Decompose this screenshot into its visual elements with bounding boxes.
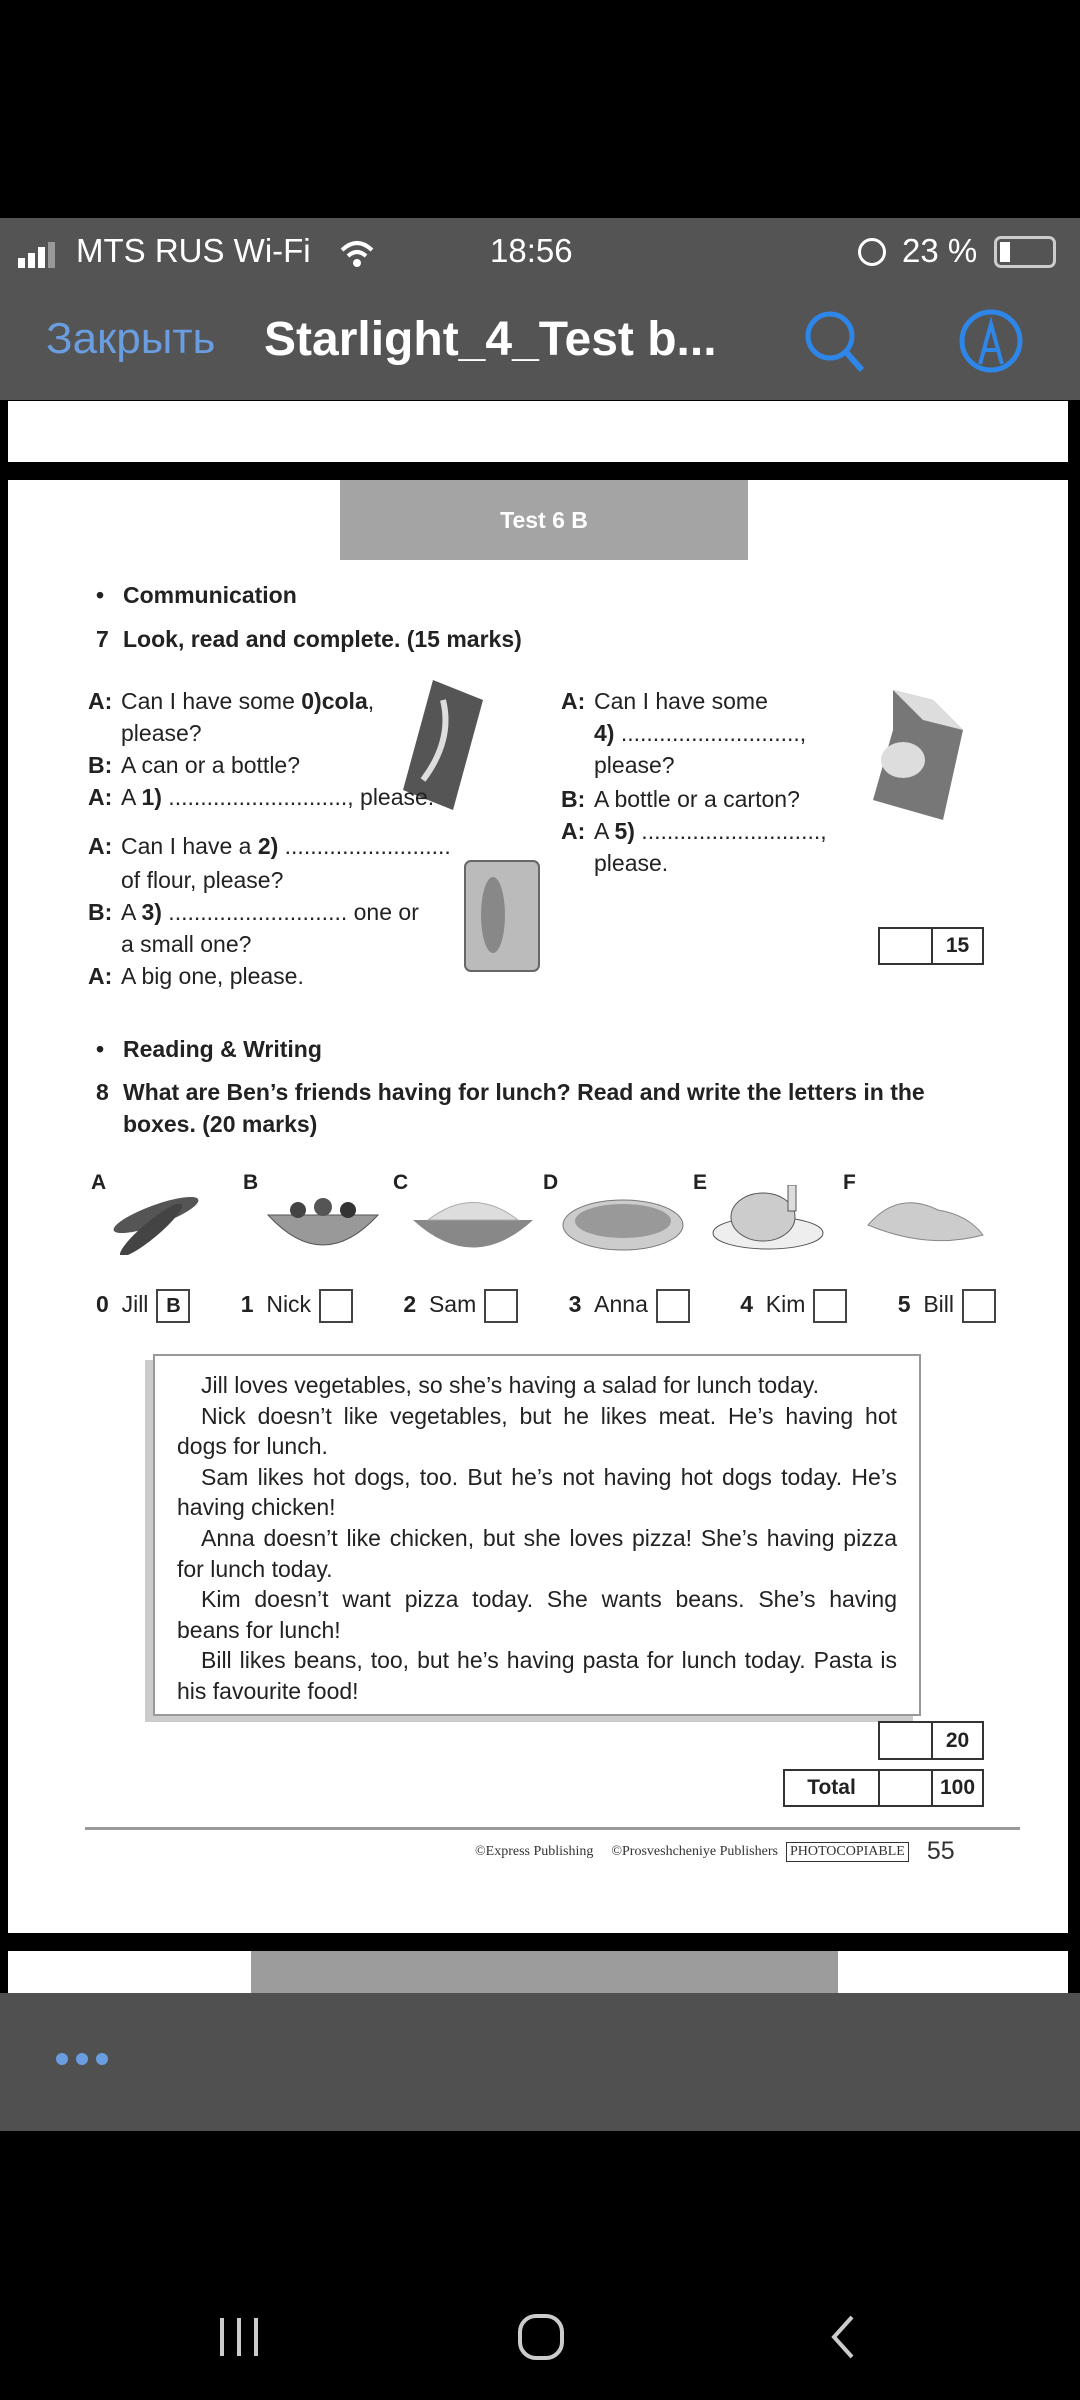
food-image bbox=[708, 1185, 838, 1260]
total-max: 100 bbox=[939, 1776, 976, 1799]
friend-name: Bill bbox=[923, 1291, 954, 1318]
blank[interactable]: ............................, bbox=[634, 818, 827, 844]
blank-number: 2) bbox=[257, 833, 279, 859]
answer-item bbox=[740, 1289, 847, 1323]
answer-box[interactable] bbox=[656, 1289, 690, 1323]
text: please? bbox=[594, 752, 675, 778]
answer-box[interactable] bbox=[813, 1289, 847, 1323]
answer-box[interactable] bbox=[962, 1289, 996, 1323]
dialog-line bbox=[88, 720, 202, 747]
section-bullet: • bbox=[96, 1036, 105, 1062]
speaker: B: bbox=[88, 899, 113, 925]
score-max: 15 bbox=[945, 934, 970, 957]
speaker: A: bbox=[88, 963, 113, 989]
dialog-line bbox=[561, 688, 768, 715]
text: a small one? bbox=[121, 931, 252, 957]
item-number: 3 bbox=[568, 1291, 582, 1318]
speaker: A: bbox=[88, 833, 113, 859]
blank[interactable]: ............................ bbox=[161, 784, 348, 810]
footer-publisher-2: ©Prosveshcheniye Publishers bbox=[611, 1843, 778, 1859]
text: , please. bbox=[347, 784, 435, 810]
text: one or bbox=[347, 899, 419, 925]
dialog-line bbox=[88, 867, 283, 894]
food-image bbox=[408, 1185, 538, 1260]
task8-instruction-2: boxes. (20 marks) bbox=[123, 1111, 318, 1137]
text: A can or a bottle? bbox=[121, 752, 301, 778]
flour-bag-image bbox=[463, 855, 543, 980]
friend-name: Sam bbox=[428, 1291, 477, 1318]
reading-paragraph: Jill loves vegetables, so she’s having a salad for lunch today. bbox=[201, 1372, 819, 1398]
score-input[interactable] bbox=[880, 1723, 933, 1758]
picture-label: B bbox=[243, 1171, 259, 1194]
text: Can I have some bbox=[594, 688, 768, 714]
test-title: Test 6 B bbox=[340, 480, 748, 560]
score-max: 20 bbox=[945, 1729, 970, 1752]
blank[interactable]: ............................, bbox=[614, 720, 807, 746]
recent-apps-icon[interactable] bbox=[218, 2316, 262, 2363]
blank-number: 3) bbox=[141, 899, 162, 925]
friend-name: Nick bbox=[266, 1291, 312, 1318]
section-communication: Communication bbox=[123, 582, 297, 608]
picture-label: F bbox=[843, 1171, 856, 1194]
dialog-line bbox=[88, 899, 419, 926]
example-answer: cola bbox=[321, 688, 368, 714]
answer-item bbox=[898, 1289, 996, 1323]
answer-item bbox=[96, 1289, 190, 1323]
blank-number: 1) bbox=[141, 784, 162, 810]
blank[interactable]: .......................... bbox=[278, 833, 451, 859]
picture-label: A bbox=[91, 1171, 107, 1194]
dialog-line bbox=[88, 931, 251, 958]
food-image bbox=[858, 1185, 988, 1260]
item-number: 0 bbox=[96, 1291, 109, 1318]
total-box bbox=[783, 1769, 984, 1807]
friend-name: Jill bbox=[121, 1291, 149, 1318]
picture-label: C bbox=[393, 1171, 409, 1194]
footer-publisher-1: ©Express Publishing bbox=[475, 1843, 594, 1859]
item-number: 4 bbox=[740, 1291, 754, 1318]
close-button[interactable]: Закрыть bbox=[46, 314, 216, 363]
previous-page-edge bbox=[8, 401, 1068, 462]
text: Can I have some bbox=[121, 688, 302, 714]
text: A big one, please. bbox=[121, 963, 304, 989]
reading-text-box bbox=[153, 1354, 921, 1716]
food-image bbox=[106, 1185, 236, 1260]
reading-paragraph: Bill likes beans, too, but he’s having pasta for lunch today. Pasta is his favourite food! bbox=[177, 1647, 897, 1704]
friend-name: Anna bbox=[594, 1291, 648, 1318]
score-input[interactable] bbox=[880, 929, 933, 963]
text: , bbox=[367, 688, 375, 714]
back-icon[interactable] bbox=[828, 2314, 858, 2365]
dialog-line bbox=[561, 818, 827, 845]
clock: 18:56 bbox=[490, 232, 573, 269]
task8-number: 8 bbox=[96, 1079, 109, 1105]
item-number: 1 bbox=[240, 1291, 254, 1318]
score-box-task8 bbox=[878, 1721, 984, 1760]
text: A bbox=[121, 784, 142, 810]
total-label: Total bbox=[785, 1771, 880, 1805]
blank[interactable]: ............................ bbox=[161, 899, 348, 925]
home-icon[interactable] bbox=[518, 2314, 564, 2360]
dialog-line bbox=[88, 784, 434, 811]
dialog-line bbox=[561, 850, 668, 877]
score-box-task7 bbox=[878, 927, 984, 965]
page-number: 55 bbox=[926, 1837, 955, 1865]
answer-box[interactable] bbox=[484, 1289, 518, 1323]
task8-instruction-1: What are Ben’s friends having for lunch? Read and write the letters in the bbox=[123, 1079, 925, 1105]
blank-number: 4) bbox=[594, 720, 615, 746]
footer-divider bbox=[85, 1827, 1020, 1830]
search-icon[interactable] bbox=[800, 306, 870, 381]
dialog-line bbox=[88, 688, 374, 715]
answer-item bbox=[569, 1289, 690, 1323]
reading-paragraph: Nick doesn’t like vegetables, but he likes meat. He’s having hot dogs for lunch. bbox=[177, 1402, 897, 1460]
top-bar bbox=[0, 218, 1080, 400]
speaker: B: bbox=[561, 786, 586, 812]
dialog-line bbox=[88, 833, 451, 860]
answer-box[interactable]: B bbox=[156, 1289, 190, 1323]
task7-instruction: Look, read and complete. (15 marks) bbox=[123, 626, 522, 652]
carrier-label: MTS RUS Wi-Fi bbox=[76, 232, 311, 269]
reading-paragraph: Sam likes hot dogs, too. But he’s not having hot dogs today. He’s having chicken! bbox=[177, 1463, 897, 1521]
answer-item bbox=[241, 1289, 353, 1323]
footer bbox=[475, 1837, 955, 1866]
text: A bbox=[121, 899, 142, 925]
food-image bbox=[258, 1185, 388, 1260]
photocopiable-badge: PHOTOCOPIABLE bbox=[786, 1842, 909, 1862]
speaker: A: bbox=[561, 818, 586, 844]
dialog-line bbox=[88, 963, 304, 990]
battery-icon bbox=[994, 236, 1056, 268]
reading-paragraph: Kim doesn’t want pizza today. She wants beans. She’s having beans for lunch! bbox=[177, 1586, 897, 1643]
item-number: 2 bbox=[403, 1291, 417, 1318]
answer-item bbox=[403, 1289, 518, 1323]
more-icon[interactable] bbox=[56, 2053, 108, 2065]
dialog-line bbox=[88, 752, 300, 779]
signal-icon bbox=[18, 242, 64, 273]
reading-paragraph: Anna doesn’t like chicken, but she loves pizza! She’s having pizza for lunch today. bbox=[177, 1524, 897, 1582]
rotation-lock-icon bbox=[858, 238, 886, 266]
milk-carton-image bbox=[863, 690, 973, 825]
answer-box[interactable] bbox=[319, 1289, 353, 1323]
total-input[interactable] bbox=[880, 1771, 933, 1805]
speaker: A: bbox=[561, 688, 586, 714]
dialog-line bbox=[561, 786, 800, 813]
text: please? bbox=[121, 720, 202, 746]
dialog-line bbox=[561, 720, 806, 747]
next-page-edge bbox=[8, 1951, 1068, 1993]
markup-icon[interactable] bbox=[958, 308, 1024, 379]
task7-number: 7 bbox=[96, 626, 109, 652]
dialog-line bbox=[561, 752, 675, 779]
picture-label: E bbox=[693, 1171, 708, 1194]
battery-percent: 23 % bbox=[902, 232, 978, 269]
text: A bottle or a carton? bbox=[594, 786, 800, 812]
text: please. bbox=[594, 850, 669, 876]
section-bullet: • bbox=[96, 582, 105, 608]
bottom-toolbar bbox=[0, 1993, 1080, 2131]
speaker: A: bbox=[88, 784, 113, 810]
food-image bbox=[558, 1185, 688, 1260]
text: Can I have a bbox=[121, 833, 258, 859]
document-title: Starlight_4_Test b... bbox=[264, 313, 717, 366]
wifi-icon bbox=[340, 240, 374, 273]
item-number: 5 bbox=[897, 1291, 911, 1318]
blank-number: 5) bbox=[614, 818, 635, 844]
speaker: A: bbox=[88, 688, 113, 714]
text: A bbox=[594, 818, 615, 844]
text: of flour, please? bbox=[121, 867, 284, 893]
picture-label: D bbox=[543, 1171, 559, 1194]
friend-name: Kim bbox=[765, 1291, 806, 1318]
answer-row bbox=[96, 1286, 996, 1326]
blank-number: 0) bbox=[301, 688, 322, 714]
section-reading-writing: Reading & Writing bbox=[123, 1036, 322, 1062]
document-page[interactable] bbox=[8, 480, 1068, 1933]
speaker: B: bbox=[88, 752, 113, 778]
